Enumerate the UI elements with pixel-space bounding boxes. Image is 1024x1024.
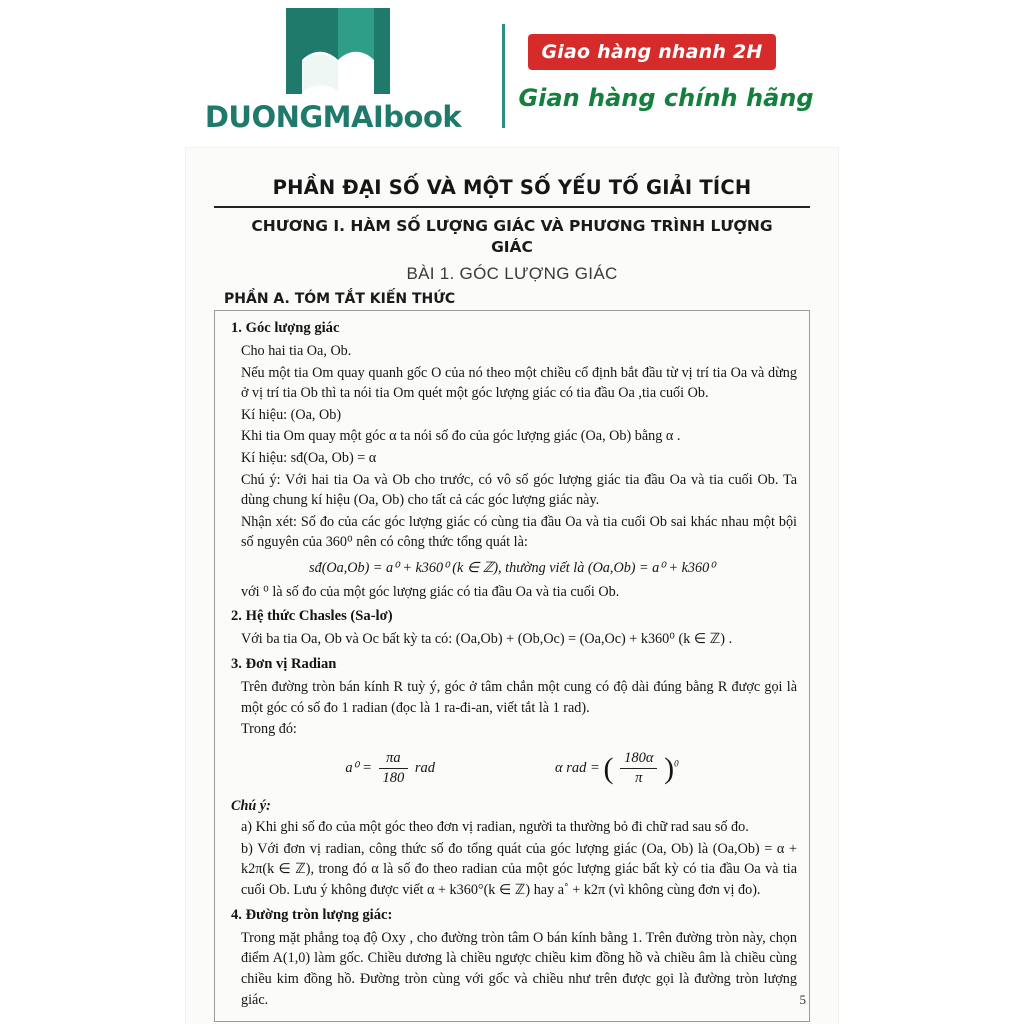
section-1-paragraph-1: Cho hai tia Oa, Ob. bbox=[241, 343, 352, 359]
radian-formula-left-label: a⁰ = bbox=[345, 760, 372, 777]
lesson-heading: BÀI 1. GÓC LƯỢNG GIÁC bbox=[406, 263, 618, 283]
radian-formula-left bbox=[345, 750, 435, 788]
open-book-icon bbox=[284, 4, 392, 98]
section-1-note: Chú ý: Với hai tia Oa và Ob cho trước, có vô số góc lượng giác tia đầu Oa và tia cuối Ob. Ta dùng chung kí hiệu (Oa, Ob) cho tất cả các góc lượng giác này. bbox=[241, 471, 797, 509]
section-1-paragraph-7: với ⁰ là số đo của một góc lượng giác có tia đầu Oa và tia cuối Ob. bbox=[241, 583, 620, 600]
page-title: PHẦN ĐẠI SỐ VÀ MỘT SỐ YẾU TỐ GIẢI TÍCH bbox=[272, 176, 752, 199]
section-1-paragraph-4: Khi tia Om quay một góc α ta nói số đo của góc lượng giác (Oa, Ob) bằng α . bbox=[241, 428, 681, 445]
book-page-scan bbox=[186, 148, 838, 1024]
section-1-remark: Nhận xét: Số đo của các góc lượng giác có cùng tia đầu Oa và tia cuối Ob sai khác nhau một bội số nguyên của 360⁰ nên có công thức tổng quát là: bbox=[241, 513, 797, 551]
radian-formula-right-label: α rad = bbox=[555, 760, 600, 777]
official-store-label: Gian hàng chính hãng bbox=[518, 84, 814, 112]
brand-header bbox=[0, 0, 1024, 150]
radian-formula-right-denominator: π bbox=[635, 770, 643, 787]
page-content bbox=[214, 170, 810, 1022]
section-3-paragraph-1: Trên đường tròn bán kính R tuỳ ý, góc ở tâm chắn một cung có độ dài đúng bằng R được gọi là một góc có số đo 1 radian (đọc là 1 ra-đi-an, viết tắt là 1 rad). bbox=[241, 679, 797, 716]
radian-formula-row bbox=[227, 750, 797, 788]
radian-formula-right-numerator: 180α bbox=[620, 750, 657, 769]
radian-formula-right-fraction bbox=[620, 750, 657, 788]
page-number: 5 bbox=[799, 992, 806, 1007]
fast-delivery-label: Giao hàng nhanh 2H bbox=[541, 41, 763, 63]
summary-box bbox=[214, 310, 810, 1022]
chapter-heading: CHƯƠNG I. HÀM SỐ LƯỢNG GIÁC VÀ PHƯƠNG TRÌNH LƯỢNG GIÁC bbox=[251, 217, 773, 256]
brand-logo bbox=[188, 4, 478, 146]
section-1-paragraph-5: Kí hiệu: sđ(Oa, Ob) = α bbox=[241, 449, 377, 466]
radian-formula-left-denominator: 180 bbox=[382, 770, 405, 787]
section-4-paragraph-1: Trong mặt phẳng toạ độ Oxy , cho đường tròn tâm O bán kính bằng 1. Trên đường tròn này, chọn điểm A(1,0) làm gốc. Chiều dương là chiều ngược chiều kim đồng hồ và chiều âm là chiều cùng chiều kim đồng hồ. Đường tròn cùng với gốc và chiều như trên được gọi là đường tròn lượng giác. bbox=[241, 929, 797, 1008]
title-divider bbox=[214, 206, 810, 208]
section-4-heading: 4. Đường tròn lượng giác: bbox=[231, 906, 393, 923]
right-paren-glyph: ) bbox=[664, 751, 675, 785]
section-2-heading: 2. Hệ thức Chasles (Sa-lơ) bbox=[231, 608, 393, 625]
section-3-note-a: a) Khi ghi số đo của một góc theo đơn vị radian, người ta thường bỏ đi chữ rad sau số đo. bbox=[241, 819, 749, 836]
brand-logo-text: DUONGMAIbook bbox=[204, 100, 462, 134]
section-1-paragraph-3: Kí hiệu: (Oa, Ob) bbox=[241, 406, 342, 423]
brand-divider bbox=[502, 24, 505, 128]
section-3-paragraph-2: Trong đó: bbox=[241, 721, 297, 738]
radian-formula-left-numerator: πa bbox=[379, 750, 409, 769]
radian-formula-left-unit: rad bbox=[414, 760, 436, 777]
left-paren-glyph: ( bbox=[603, 751, 614, 785]
radian-formula-left-fraction bbox=[379, 750, 409, 788]
part-heading: PHẦN A. TÓM TẮT KIẾN THỨC bbox=[224, 290, 456, 307]
section-1-formula: sđ(Oa,Ob) = a⁰ + k360⁰ (k ∈ ℤ), thường viết là (Oa,Ob) = a⁰ + k360⁰ bbox=[309, 559, 715, 576]
section-3-note-b: b) Với đơn vị radian, công thức số đo tổng quát của góc lượng giác (Oa, Ob) là (Oa,Ob) = α + k2π(k ∈ ℤ), trong đó α là số đo theo radian của một góc lượng giác bất kỳ có tia đầu Oa và tia cuối Ob. Lưu ý không được viết α + k360°(k ∈ ℤ) hay a˚ + k2π (vì không cùng đơn vị đo). bbox=[241, 840, 797, 898]
radian-formula-right-exponent: 0 bbox=[674, 758, 679, 769]
section-1-heading: 1. Góc lượng giác bbox=[231, 319, 340, 336]
section-3-note-heading: Chú ý: bbox=[231, 797, 271, 814]
section-2-paragraph-1: Với ba tia Oa, Ob và Oc bất kỳ ta có: (Oa,Ob) + (Ob,Oc) = (Oa,Oc) + k360⁰ (k ∈ ℤ) . bbox=[241, 631, 733, 648]
fast-delivery-badge bbox=[528, 34, 776, 70]
radian-formula-right bbox=[555, 750, 679, 788]
section-1-paragraph-2: Nếu một tia Om quay quanh gốc O của nó theo một chiều cố định bắt đầu từ vị trí tia Oa và dừng ở vị trí tia Ob thì ta nói tia Om quét một góc lượng giác có tia đầu Oa ,tia cuối Ob. bbox=[241, 364, 797, 402]
section-3-heading: 3. Đơn vị Radian bbox=[231, 655, 337, 672]
